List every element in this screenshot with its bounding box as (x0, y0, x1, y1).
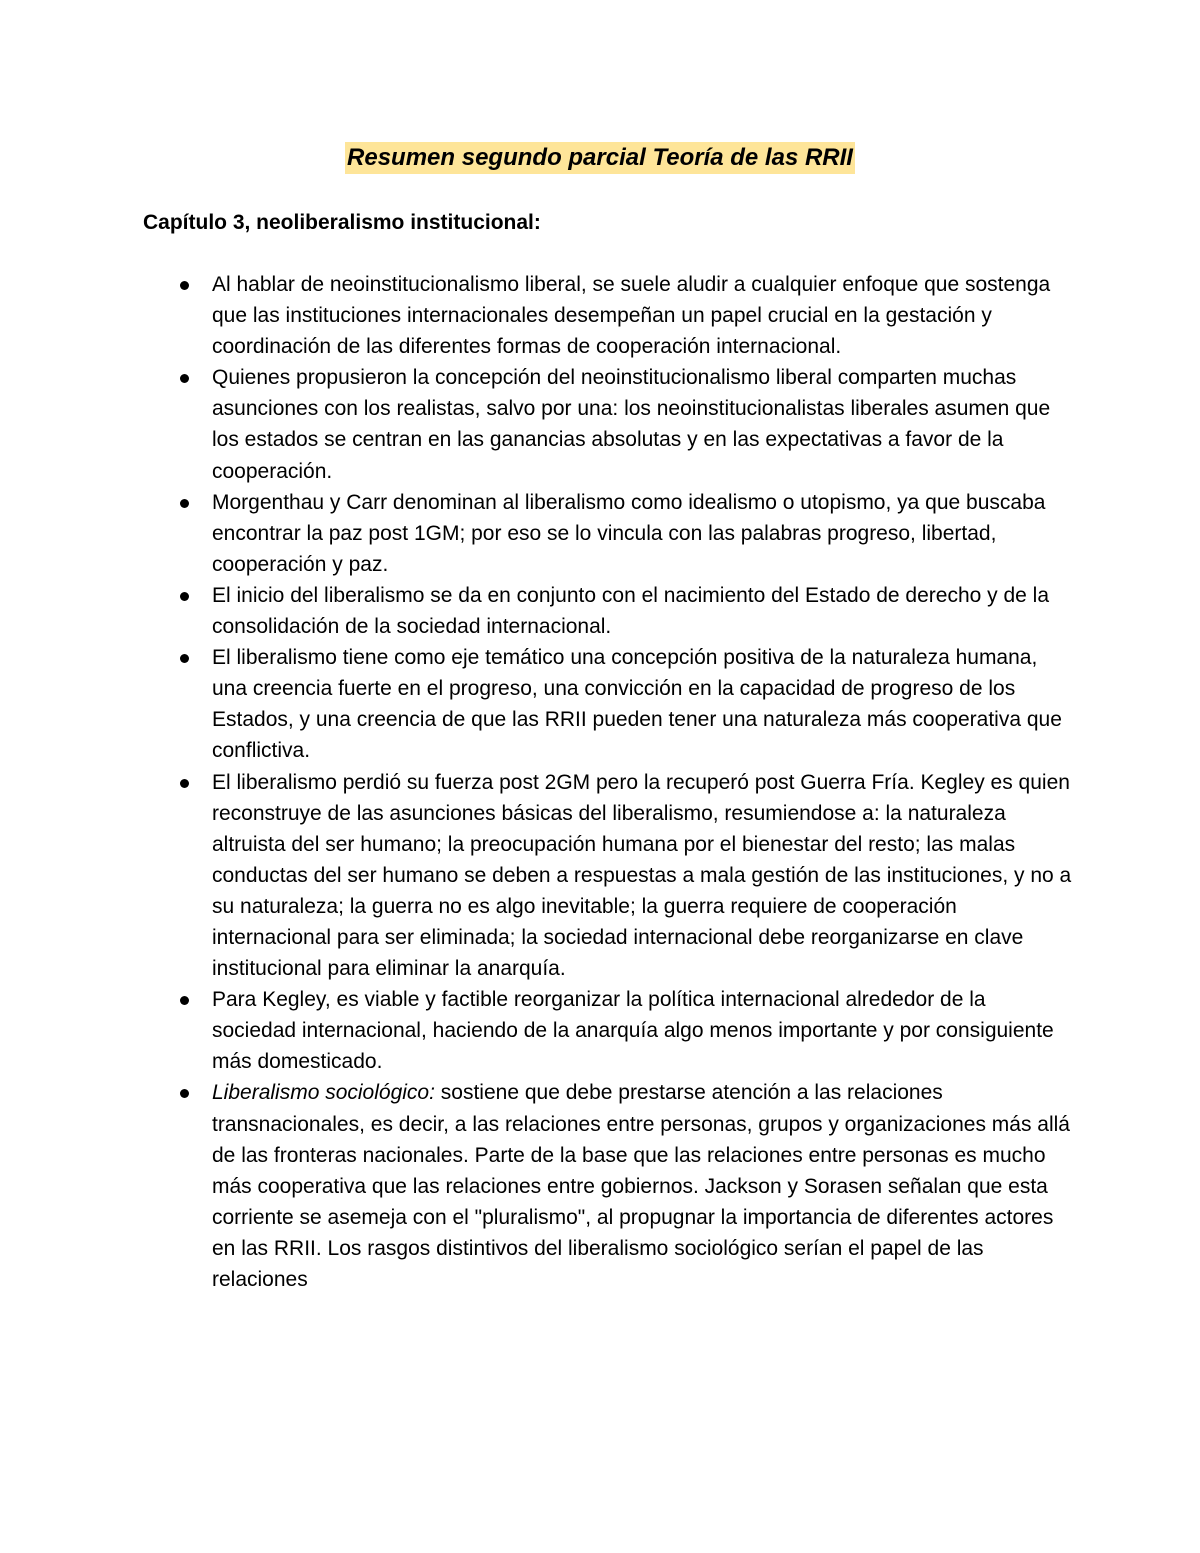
bullet-dot-icon (180, 654, 189, 663)
bullet-item (212, 767, 1072, 985)
bullet-text: El liberalismo tiene como eje temático una concepción positiva de la naturaleza humana, una creencia fuerte en el progreso, una convicción en la capacidad de progreso de los Estados, y una creencia de que las RRII pueden tener una naturaleza más cooperativa que conflictiva. (212, 646, 1062, 763)
bullet-item (212, 642, 1072, 766)
bullet-text: Morgenthau y Carr denominan al liberalismo como idealismo o utopismo, ya que buscaba encontrar la paz post 1GM; por eso se lo vincula con las palabras progreso, libertad, cooperación y paz. (212, 490, 1046, 576)
title-container (0, 142, 1200, 174)
section-heading: Capítulo 3, neoliberalismo institucional: (143, 211, 541, 234)
bullet-lead-term: Liberalismo sociológico: (212, 1081, 435, 1105)
bullet-text: sostiene que debe prestarse atención a las relaciones transnacionales, es decir, a las relaciones entre personas, grupos y organizaciones más allá de las fronteras nacionales. Parte de la base que las relaciones entre personas es mucho más cooperativa que las relaciones entre gobiernos. Jackson y Sorasen señalan que esta corriente se asemeja con el "pluralismo", al propugnar la importancia de diferentes actores en las RRII. Los rasgos distintivos del liberalismo sociológico serían el papel de las relaciones (212, 1081, 1070, 1291)
bullet-dot-icon (180, 1089, 189, 1098)
bullet-item (212, 487, 1072, 580)
bullet-dot-icon (180, 779, 189, 788)
bullet-text: El inicio del liberalismo se da en conjunto con el nacimiento del Estado de derecho y de la consolidación de la sociedad internacional. (212, 583, 1050, 639)
bullet-dot-icon (180, 374, 189, 383)
document-title: Resumen segundo parcial Teoría de las RRII (345, 142, 855, 174)
bullet-text: Al hablar de neoinstitucionalismo liberal, se suele aludir a cualquier enfoque que sostenga que las instituciones internacionales desempeñan un papel crucial en la gestación y coordinación de las diferentes formas de cooperación internacional. (212, 273, 1051, 359)
bullet-text: El liberalismo perdió su fuerza post 2GM pero la recuperó post Guerra Fría. Kegley es quien reconstruye de las asunciones básicas del liberalismo, resumiendose a: la naturaleza altruista del ser humano; la preocupación humana por el bienestar del resto; las malas conductas del ser humano se deben a respuestas a mala gestión de las instituciones, y no a su naturaleza; la guerra no es algo inevitable; la guerra requiere de cooperación internacional para ser eliminada; la sociedad internacional debe reorganizarse en clave institucional para eliminar la anarquía. (212, 770, 1072, 981)
bullet-item (212, 984, 1072, 1077)
bullet-item (212, 1077, 1072, 1295)
bullet-dot-icon (180, 499, 189, 508)
bullet-dot-icon (180, 996, 189, 1005)
bullet-item (212, 362, 1072, 486)
bullet-text: Quienes propusieron la concepción del neoinstitucionalismo liberal comparten muchas asunciones con los realistas, salvo por una: los neoinstitucionalistas liberales asumen que los estados se centran en las ganancias absolutas y en las expectativas a favor de la cooperación. (212, 366, 1051, 483)
bullet-item (212, 580, 1072, 642)
bullet-dot-icon (180, 592, 189, 601)
bullet-dot-icon (180, 281, 189, 290)
bullet-list (212, 269, 1072, 1295)
bullet-item (212, 269, 1072, 362)
bullet-text: Para Kegley, es viable y factible reorganizar la política internacional alrededor de la sociedad internacional, haciendo de la anarquía algo menos importante y por consiguiente más domesticado. (212, 988, 1054, 1074)
